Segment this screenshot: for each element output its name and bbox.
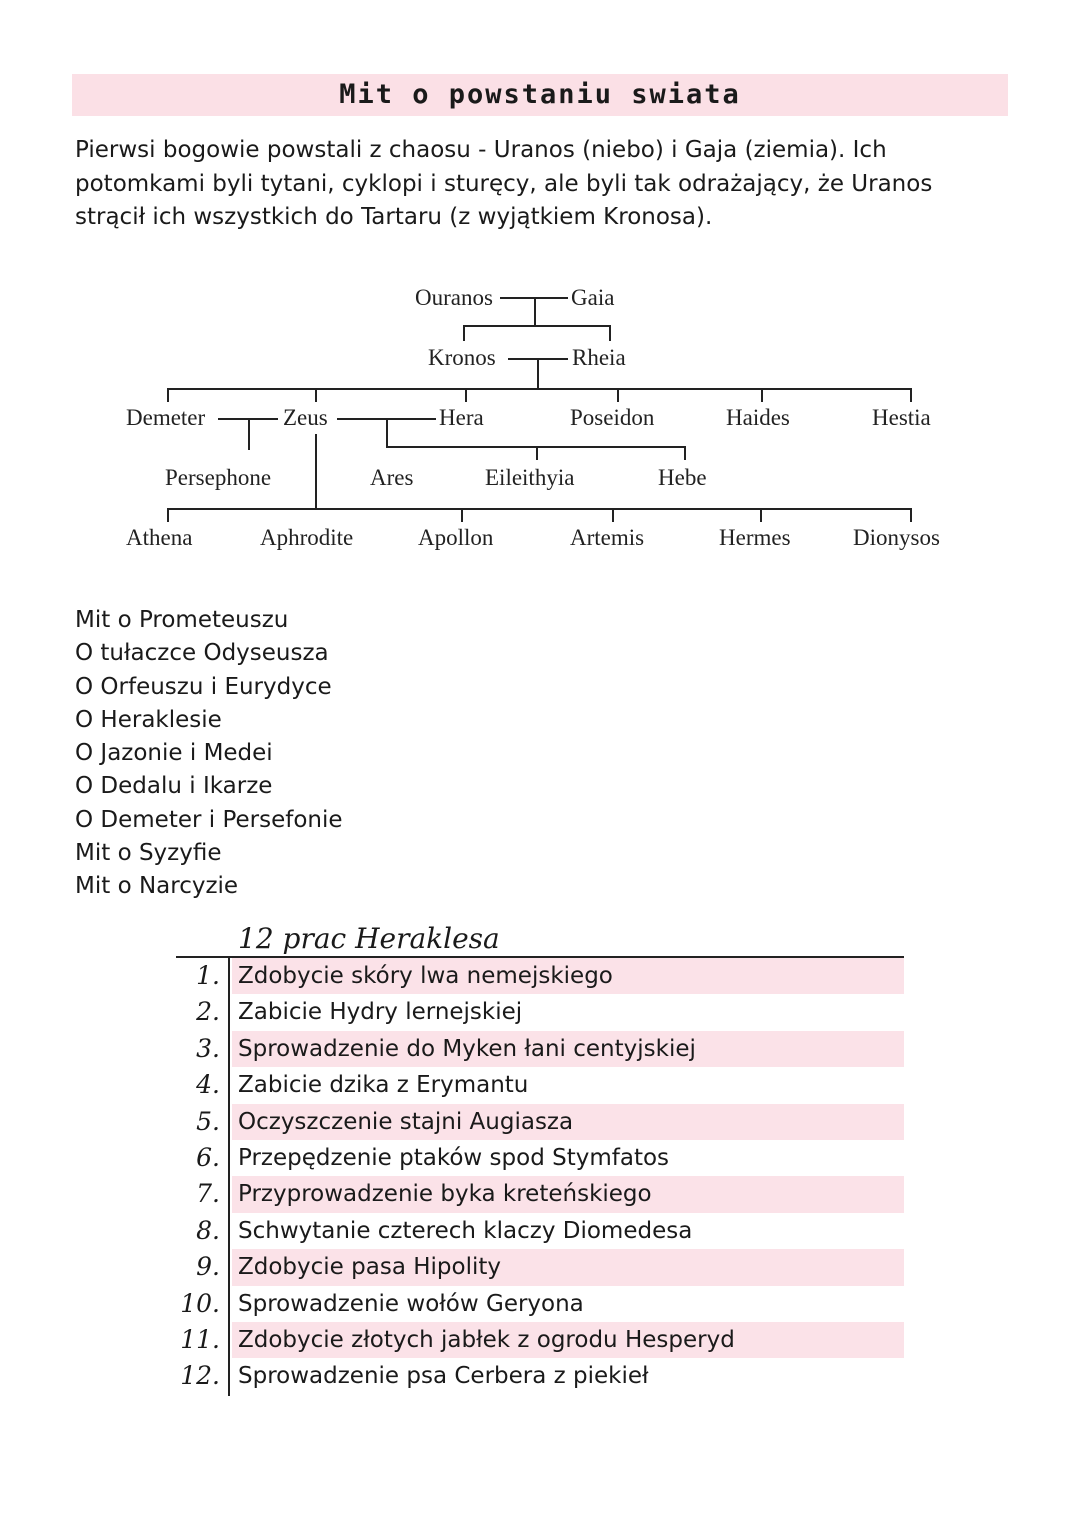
list-item: O Jazonie i Medei: [75, 740, 273, 767]
list-item: O tułaczce Odyseusza: [75, 640, 329, 667]
tree-line: [386, 418, 388, 446]
item-text: Zabicie Hydry lernejskiej: [238, 999, 523, 1026]
tree-line: [537, 358, 539, 388]
tree-node-persephone: Persephone: [162, 464, 274, 492]
list-item: O Demeter i Persefonie: [75, 806, 343, 833]
tree-line: [910, 508, 912, 522]
tree-node-rheia: Rheia: [569, 344, 629, 372]
tree-node-artemis: Artemis: [567, 524, 647, 552]
item-number: 11.: [180, 1324, 220, 1354]
item-text: Zdobycie skóry lwa nemejskiego: [238, 963, 613, 989]
page-title: Mit o powstaniu swiata: [339, 79, 741, 110]
list-item: [176, 1104, 904, 1140]
item-number: 12.: [180, 1361, 220, 1391]
list-item: O Dedalu i Ikarze: [75, 773, 273, 800]
tree-line: [910, 388, 912, 402]
list-item: [176, 1322, 904, 1358]
item-number: 8.: [196, 1215, 220, 1245]
tree-node-hebe: Hebe: [655, 464, 710, 492]
list-item: [176, 1176, 904, 1212]
item-text: Przyprowadzenie byka kreteńskiego: [238, 1181, 652, 1208]
tree-line: [461, 508, 463, 522]
item-number: 5.: [196, 1106, 220, 1136]
tree-node-hera: Hera: [436, 404, 487, 432]
tree-line: [536, 446, 538, 460]
tree-line: [248, 418, 250, 450]
item-number: 9.: [196, 1252, 220, 1282]
tree-node-demeter: Demeter: [123, 404, 208, 432]
tree-node-kronos: Kronos: [425, 344, 499, 372]
tree-line: [167, 388, 912, 390]
list-item: [176, 1031, 904, 1067]
item-number: 6.: [196, 1142, 220, 1172]
item-text: Oczyszczenie stajni Augiasza: [238, 1108, 574, 1135]
tree-node-athena: Athena: [123, 524, 195, 552]
myths-list: [75, 604, 343, 904]
tree-line: [463, 325, 465, 341]
list-item: [176, 1286, 904, 1322]
tree-line: [167, 508, 912, 510]
list-item: [176, 1358, 904, 1394]
tree-node-ouranos: Ouranos: [412, 284, 496, 312]
item-text: Zabicie dzika z Erymantu: [238, 1072, 529, 1099]
list-item: [176, 1249, 904, 1285]
tree-line: [761, 388, 763, 402]
tree-node-apollon: Apollon: [415, 524, 496, 552]
list-item: [176, 1213, 904, 1249]
item-number: 1.: [196, 961, 220, 990]
item-number: 4.: [196, 1070, 220, 1100]
list-item: [176, 1067, 904, 1103]
item-number: 7.: [196, 1179, 220, 1209]
tree-line: [315, 434, 317, 508]
tree-line: [167, 508, 169, 522]
list-item: [176, 1140, 904, 1176]
tree-line: [684, 446, 686, 460]
list-item: [176, 994, 904, 1030]
item-text: Zdobycie złotych jabłek z ogrodu Hesperyd: [238, 1326, 735, 1353]
tree-line: [463, 325, 611, 327]
labours-list: [176, 958, 904, 1395]
tree-line: [167, 388, 169, 402]
item-text: Sprowadzenie psa Cerbera z piekieł: [238, 1363, 649, 1390]
tree-line: [612, 508, 614, 522]
tree-line: [760, 508, 762, 522]
tree-node-eileithyia: Eileithyia: [482, 464, 577, 492]
item-number: 2.: [196, 997, 220, 1027]
item-text: Zdobycie pasa Hipolity: [238, 1254, 501, 1281]
tree-line: [617, 388, 619, 402]
intro-paragraph: Pierwsi bogowie powstali z chaosu - Uranos (niebo) i Gaja (ziemia). Ich potomkami byli tytani, cyklopi i sturęcy, ale byli tak odrażający, że Uranos strącił ich wszystkich do Tartaru (z wyjątkiem Kronosa).: [75, 137, 933, 230]
item-number: 10.: [180, 1288, 220, 1318]
tree-line: [534, 297, 536, 325]
tree-node-poseidon: Poseidon: [567, 404, 657, 432]
list-item: O Heraklesie: [75, 706, 222, 733]
tree-node-haides: Haides: [723, 404, 793, 432]
tree-line: [315, 388, 317, 402]
list-item: Mit o Syzyfie: [75, 840, 222, 867]
item-text: Sprowadzenie do Myken łani centyjskiej: [238, 1035, 696, 1062]
list-item: Mit o Prometeuszu: [75, 607, 289, 633]
tree-node-ares: Ares: [367, 464, 416, 492]
tree-node-hestia: Hestia: [869, 404, 934, 432]
labours-title: 12 prac Heraklesa: [238, 922, 500, 955]
tree-node-hermes: Hermes: [716, 524, 794, 552]
list-item: Mit o Narcyzie: [75, 873, 239, 900]
tree-node-aphrodite: Aphrodite: [257, 524, 356, 552]
list-item: O Orfeuszu i Eurydyce: [75, 673, 332, 700]
item-text: Przepędzenie ptaków spod Stymfatos: [238, 1144, 670, 1171]
list-item: [176, 958, 904, 994]
item-text: Sprowadzenie wołów Geryona: [238, 1290, 584, 1317]
title-bar: [72, 74, 1008, 116]
item-number: 3.: [196, 1033, 220, 1063]
tree-line: [609, 325, 611, 341]
tree-node-dionysos: Dionysos: [850, 524, 943, 552]
tree-line: [465, 388, 467, 402]
tree-node-gaia: Gaia: [568, 284, 617, 312]
divider: [228, 958, 230, 1396]
item-text: Schwytanie czterech klaczy Diomedesa: [238, 1217, 693, 1244]
family-tree: [0, 270, 1080, 570]
tree-node-zeus: Zeus: [280, 404, 331, 432]
